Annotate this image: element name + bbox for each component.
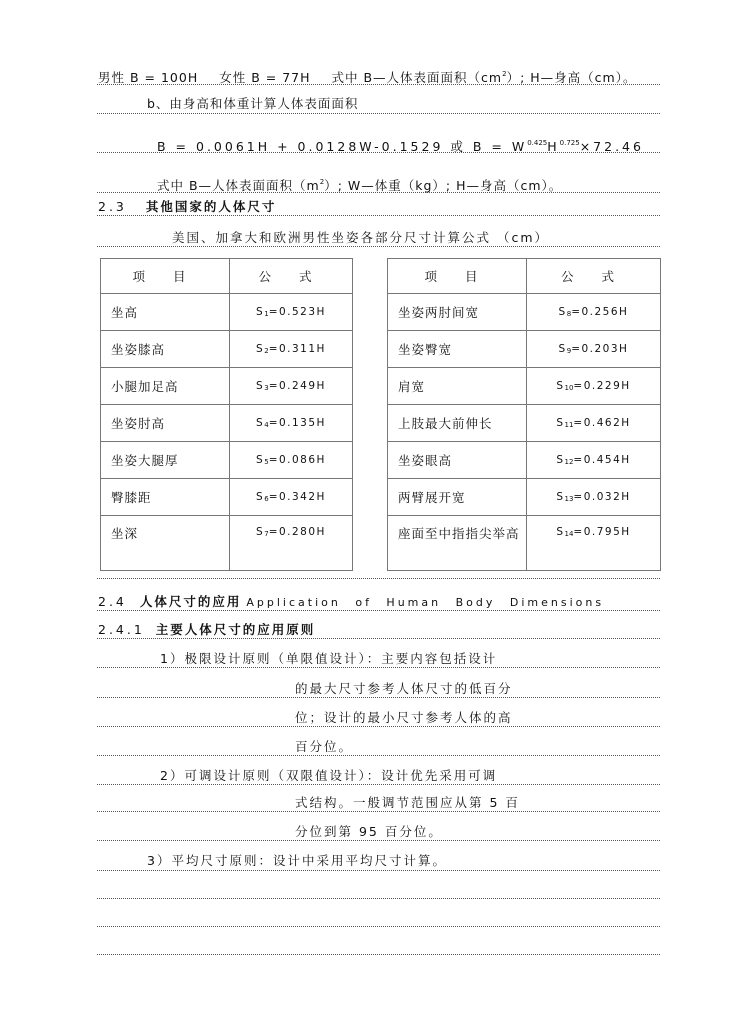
dimension-name: 坐姿大腿厚 xyxy=(101,442,230,479)
dimension-formula: $S_4=0.135H$ xyxy=(230,405,353,442)
ruled-line xyxy=(97,954,660,955)
dimension-formula: $S_2=0.311H$ xyxy=(230,331,353,368)
dimension-name: 坐姿两肘间宽 xyxy=(388,294,527,331)
dimension-formula: $S_8=0.256H$ xyxy=(527,294,661,331)
ruled-line xyxy=(97,926,660,927)
female-formula: 女性 B = 77H xyxy=(219,70,311,85)
principle-1-line-3: 位；设计的最小尺寸参考人体的高 xyxy=(295,710,513,725)
principle-2-line-3: 分位到第 95 百分位。 xyxy=(295,824,443,839)
dimension-name: 坐姿肘高 xyxy=(101,405,230,442)
principle-1-line-4: 百分位。 xyxy=(295,739,354,754)
ruled-line xyxy=(97,638,660,639)
table-row xyxy=(388,442,661,479)
dimension-name: 坐姿臀宽 xyxy=(388,331,527,368)
dimension-name: 座面至中指指尖举高 xyxy=(388,516,527,571)
ruled-line xyxy=(97,578,660,579)
header-item: 项 目 xyxy=(101,259,230,294)
dimension-name: 坐姿眼高 xyxy=(388,442,527,479)
principle-2-line-1: 2）可调设计原则（双限值设计）：设计优先采用可调 xyxy=(160,768,498,783)
dimension-name: 肩宽 xyxy=(388,368,527,405)
dimension-name: 两臂展开宽 xyxy=(388,479,527,516)
table-row xyxy=(388,516,661,571)
table-row xyxy=(388,331,661,368)
principle-1-line-1: 1）极限设计原则（单限值设计）：主要内容包括设计 xyxy=(160,651,498,666)
ruled-line xyxy=(97,246,660,247)
dimension-name: 坐高 xyxy=(101,294,230,331)
dimension-name: 臀膝距 xyxy=(101,479,230,516)
table-header-row xyxy=(101,259,353,294)
ruled-line xyxy=(97,113,660,114)
formula-note: 式中 B—人体表面面积$(cm^2)$; H—身高（cm）。 xyxy=(331,70,637,85)
table-row xyxy=(101,479,353,516)
ruled-line xyxy=(97,697,660,698)
ruled-line xyxy=(97,811,660,812)
dimension-formula: $S_9=0.203H$ xyxy=(527,331,661,368)
table-row xyxy=(388,368,661,405)
dimension-formula: $S_5=0.086H$ xyxy=(230,442,353,479)
dimension-name: 坐姿膝高 xyxy=(101,331,230,368)
ruled-line xyxy=(97,755,660,756)
ruled-line xyxy=(97,870,660,871)
table-row xyxy=(101,516,353,571)
dimension-formula: $S_{13}=0.032H$ xyxy=(527,479,661,516)
surface-area-formula: B = 0.0061H + 0.0128W-0.1529 或 $B = W^{0.425}H^{0.725}\times 72.46$ xyxy=(157,139,644,154)
table-caption: 美国、加拿大和欧洲男性坐姿各部分尺寸计算公式 （cm） xyxy=(172,230,550,245)
table-row xyxy=(101,405,353,442)
table-header-row xyxy=(388,259,661,294)
section-heading-2-3: 2.3 其他国家的人体尺寸 xyxy=(98,199,277,214)
ruled-line xyxy=(97,784,660,785)
dimension-formula: $S_{14}=0.795H$ xyxy=(527,516,661,571)
dimension-formula: $S_1=0.523H$ xyxy=(230,294,353,331)
male-formula: 男性 B = 100H xyxy=(98,70,199,85)
dimension-formula: $S_{11}=0.462H$ xyxy=(527,405,661,442)
section-heading-2-4-1: 2.4.1 主要人体尺寸的应用原则 xyxy=(98,622,316,637)
ruled-line xyxy=(97,667,660,668)
dimension-formula: $S_6=0.342H$ xyxy=(230,479,353,516)
ruled-line xyxy=(97,840,660,841)
table-row xyxy=(388,294,661,331)
table-row xyxy=(388,405,661,442)
table-row xyxy=(101,442,353,479)
ruled-line xyxy=(97,215,660,216)
section-heading-2-4: 2.4 人体尺寸的应用 Application of Human Body Dimensions xyxy=(98,594,605,609)
subheading-b: b、由身高和体重计算人体表面面积 xyxy=(147,96,359,111)
ruled-line xyxy=(97,898,660,899)
dimension-formula: $S_{10}=0.229H$ xyxy=(527,368,661,405)
formula-table-left xyxy=(100,258,353,571)
ruled-line xyxy=(97,726,660,727)
table-row xyxy=(388,479,661,516)
formula-table xyxy=(100,258,662,554)
header-formula: 公 式 xyxy=(230,259,353,294)
table-row xyxy=(101,294,353,331)
dimension-name: 坐深 xyxy=(101,516,230,571)
header-formula: 公 式 xyxy=(527,259,661,294)
table-row xyxy=(101,331,353,368)
surface-area-line xyxy=(98,66,636,86)
header-item: 项 目 xyxy=(388,259,527,294)
principle-1-line-2: 的最大尺寸参考人体尺寸的低百分 xyxy=(295,681,513,696)
dimension-formula: $S_7=0.280H$ xyxy=(230,516,353,571)
dimension-formula: $S_3=0.249H$ xyxy=(230,368,353,405)
formula-table-right xyxy=(387,258,661,571)
principle-2-line-2: 式结构。一般调节范围应从第 5 百 xyxy=(295,795,520,810)
formula-variables-note: 式中 B—人体表面面积$(m^2)$; W—体重（kg）; H—身高（cm）。 xyxy=(157,178,563,193)
table-row xyxy=(101,368,353,405)
dimension-formula: $S_{12}=0.454H$ xyxy=(527,442,661,479)
principle-3-line-1: 3）平均尺寸原则：设计中采用平均尺寸计算。 xyxy=(147,853,447,868)
dimension-name: 上肢最大前伸长 xyxy=(388,405,527,442)
dimension-name: 小腿加足高 xyxy=(101,368,230,405)
